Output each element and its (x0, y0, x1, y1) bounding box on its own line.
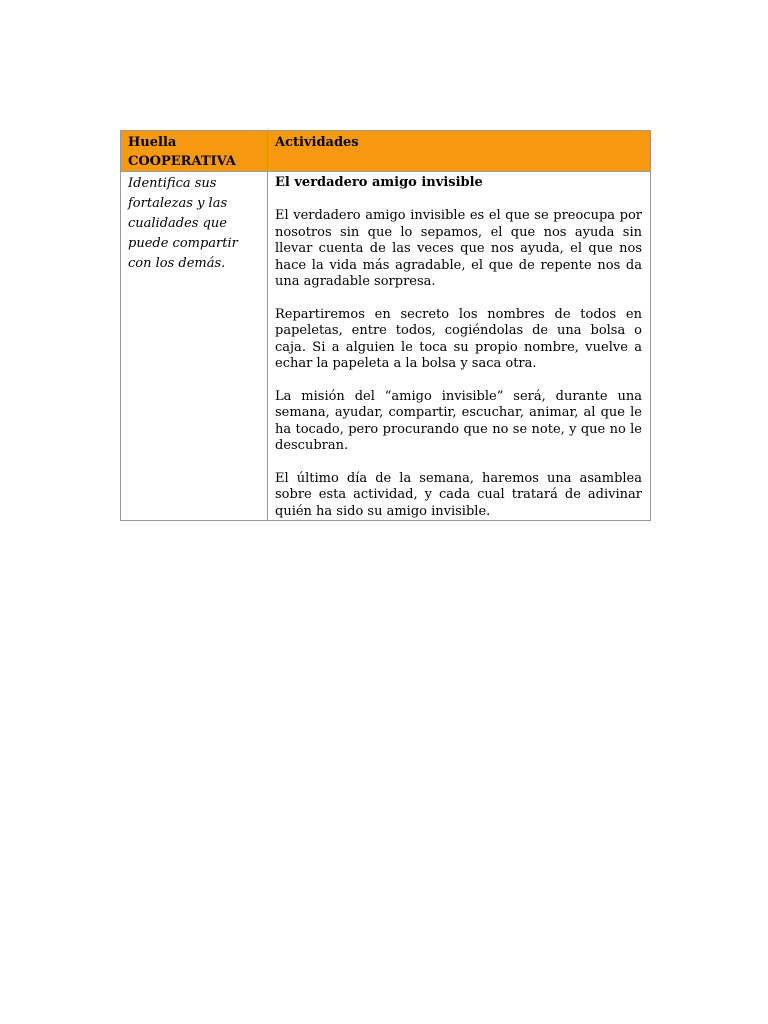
table-body-row (121, 172, 651, 521)
huella-description: Identifica sus fortalezas y las cualidades que puede compartir con los demás. (121, 172, 268, 521)
activity-title: El verdadero amigo invisible (275, 175, 483, 190)
activity-paragraph: El verdadero amigo invisible es el que se preocupa por nosotros sin que lo sepamos, el que nos ayuda sin llevar cuenta de las veces que nos ayuda, el que nos hace la vida más agradable, el que de repente nos da una agradable sorpresa. (275, 208, 642, 289)
activity-cell (268, 172, 651, 521)
activity-paragraph: El último día de la semana, haremos una asamblea sobre esta actividad, y cada cual tratará de adivinar quién ha sido su amigo invisible. (275, 470, 642, 519)
activity-paragraph: Repartiremos en secreto los nombres de todos en papeletas, entre todos, cogiéndolas de una bolsa o caja. Si a alguien le toca su propio nombre, vuelve a echar la papeleta a la bolsa y saca otra. (275, 306, 642, 371)
table-header-row (121, 131, 651, 172)
activity-table (120, 130, 651, 521)
header-actividades: Actividades (268, 131, 651, 172)
activity-paragraph: La misión del “amigo invisible” será, durante una semana, ayudar, compartir, escuchar, animar, al que le ha tocado, pero procurando que no se note, y que no le descubran. (275, 388, 642, 453)
header-huella-cooperativa: Huella COOPERATIVA (121, 131, 268, 172)
